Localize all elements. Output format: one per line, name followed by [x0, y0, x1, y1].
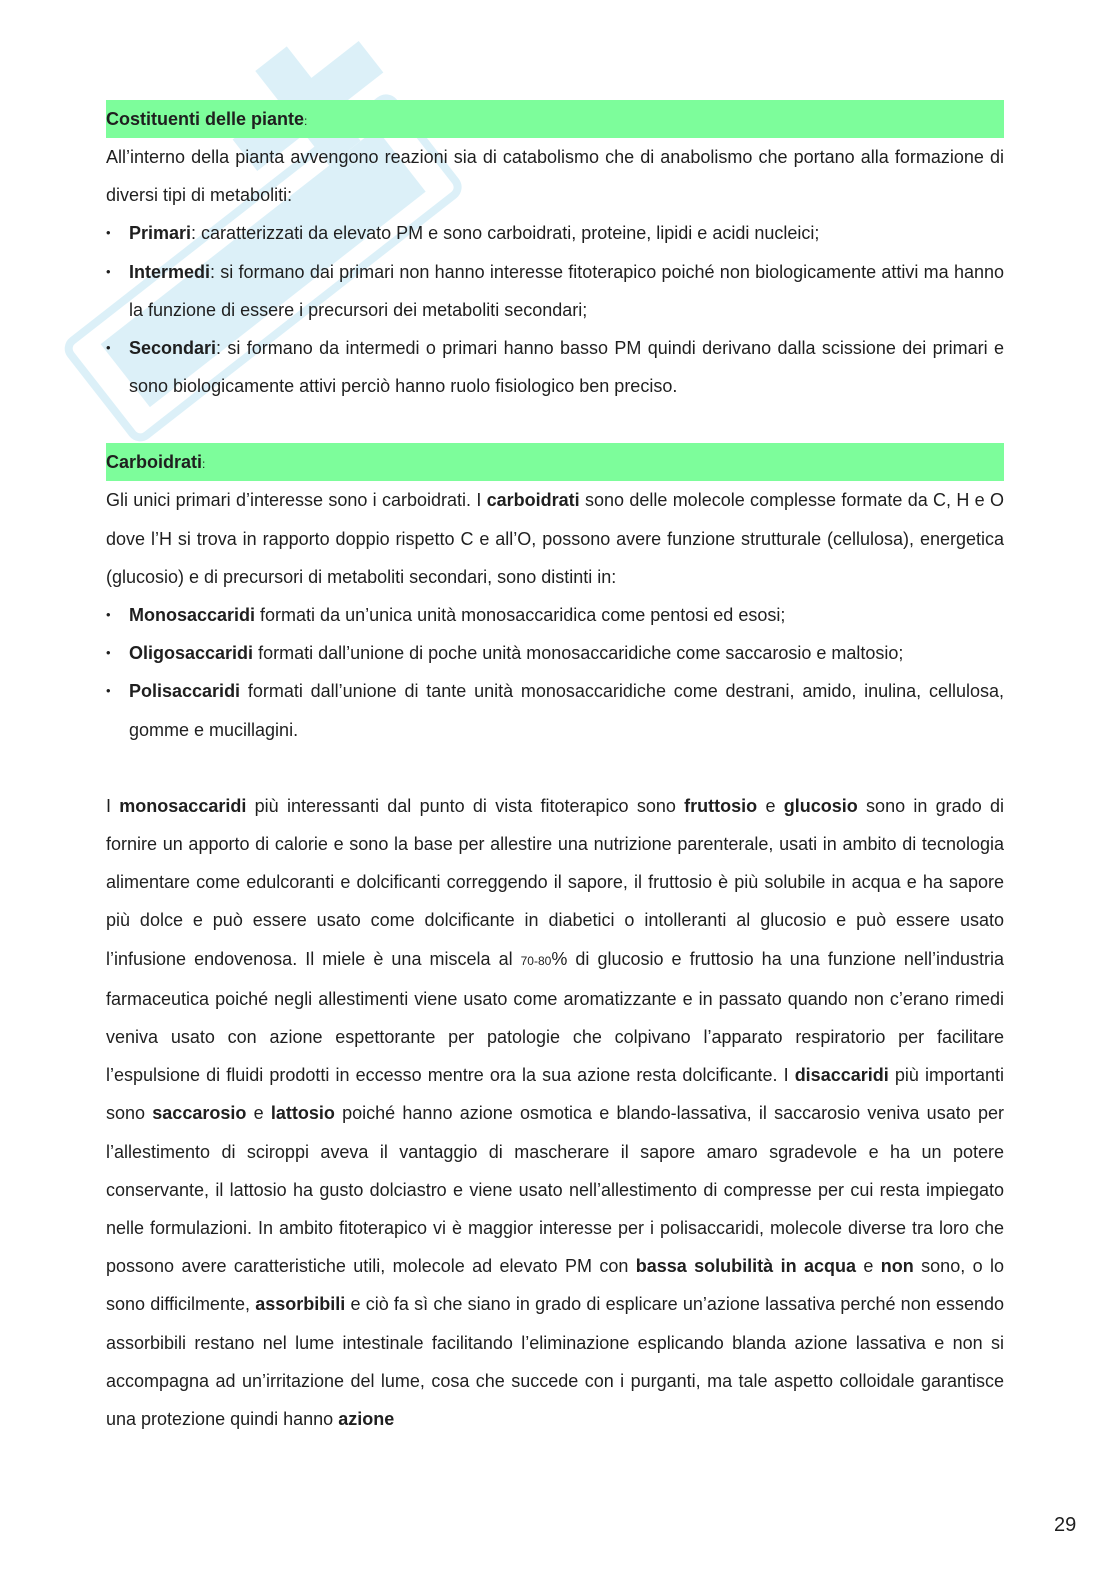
document-page [106, 100, 1004, 1438]
list-metaboliti [106, 214, 1004, 405]
list-item: • Intermedi: si formano dai primari non hanno interesse fitoterapico poiché non biologicamente attivi ma hanno la funzione di essere i precursori dei metaboliti secondari; [106, 253, 1004, 329]
list-item: • Primari: caratterizzati da elevato PM e sono carboidrati, proteine, lipidi e acidi nucleici; [106, 214, 1004, 252]
page-number: 29 [1054, 1514, 1077, 1536]
paragraph-monosaccaridi: I monosaccaridi più interessanti dal punto di vista fitoterapico sono fruttosio e glucosio sono in grado di fornire un apporto di calorie e sono la base per allestire una nutrizione parenterale, usati in ambito di tecnologia alimentare come edulcoranti e dolcificanti correggendo il sapore, il fruttosio è più solubile in acqua e ha sapore più dolce e può essere usato come dolcificante in diabetici o intolleranti al glucosio e può essere usato l’infusione endovenosa. Il miele è una miscela al 70-80% di glucosio e fruttosio ha una funzione nell’industria farmaceutica poiché negli allestimenti viene usato come aromatizzante e in passato quando non c’erano rimedi veniva usato con azione espettorante per patologie che colpivano l’apparato respiratorio per facilitare l’espulsione di fluidi prodotti in eccesso mentre ora la sua azione resta dolcificante. I disaccaridi più importanti sono saccarosio e lattosio poiché hanno azione osmotica e blando-lassativa, il saccarosio veniva usato per l’allestimento di sciroppi aveva il vantaggio di mascherare il sapore amaro sgradevole e ha un potere conservante, il lattosio ha gusto dolciastro e viene usato nell’allestimento di compresse per cui resta impiegato nelle formulazioni. In ambito fitoterapico vi è maggior interesse per i polisaccaridi, molecole diverse tra loro che possono avere caratteristiche utili, molecole ad elevato PM con bassa solubilità in acqua e non sono, o lo sono difficilmente, assorbibili e ciò fa sì che siano in grado di esplicare un’azione lassativa perché non essendo assorbibili restano nel lume intestinale facilitando l’eliminazione esplicando blanda azione lassativa e non si accompagna ad un’irritazione del lume, cosa che succede con i purganti, ma tale aspetto colloidale garantisce una protezione quindi hanno azione [106, 795, 1005, 1430]
list-item: • Oligosaccaridi formati dall’unione di poche unità monosaccaridiche come saccarosio e maltosio; [106, 634, 1004, 672]
list-item: • Monosaccaridi formati da un’unica unità monosaccaridica come pentosi ed esosi; [106, 596, 1004, 634]
section-heading-costituenti: Costituenti delle piante: [106, 100, 1004, 138]
list-carboidrati [106, 596, 1004, 749]
section-heading-carboidrati: Carboidrati: [106, 443, 1004, 481]
paragraph-intro-carboidrati: Gli unici primari d’interesse sono i carboidrati. I carboidrati sono delle molecole complesse formate da C, H e O dove l’H si trova in rapporto doppio rispetto C e all’O, possono avere funzione strutturale (cellulosa), energetica (glucosio) e di precursori di metaboliti secondari, sono distinti in: [106, 490, 1005, 587]
list-item: • Secondari: si formano da intermedi o primari hanno basso PM quindi derivano dalla scissione dei primari e sono biologicamente attivi perciò hanno ruolo fisiologico ben preciso. [106, 329, 1004, 405]
list-item: • Polisaccaridi formati dall’unione di tante unità monosaccaridiche come destrani, amido, inulina, cellulosa, gomme e mucillagini. [106, 672, 1004, 748]
paragraph-intro-metaboliti: All’interno della pianta avvengono reazioni sia di catabolismo che di anabolismo che portano alla formazione di diversi tipi di metaboliti: [106, 147, 1004, 206]
